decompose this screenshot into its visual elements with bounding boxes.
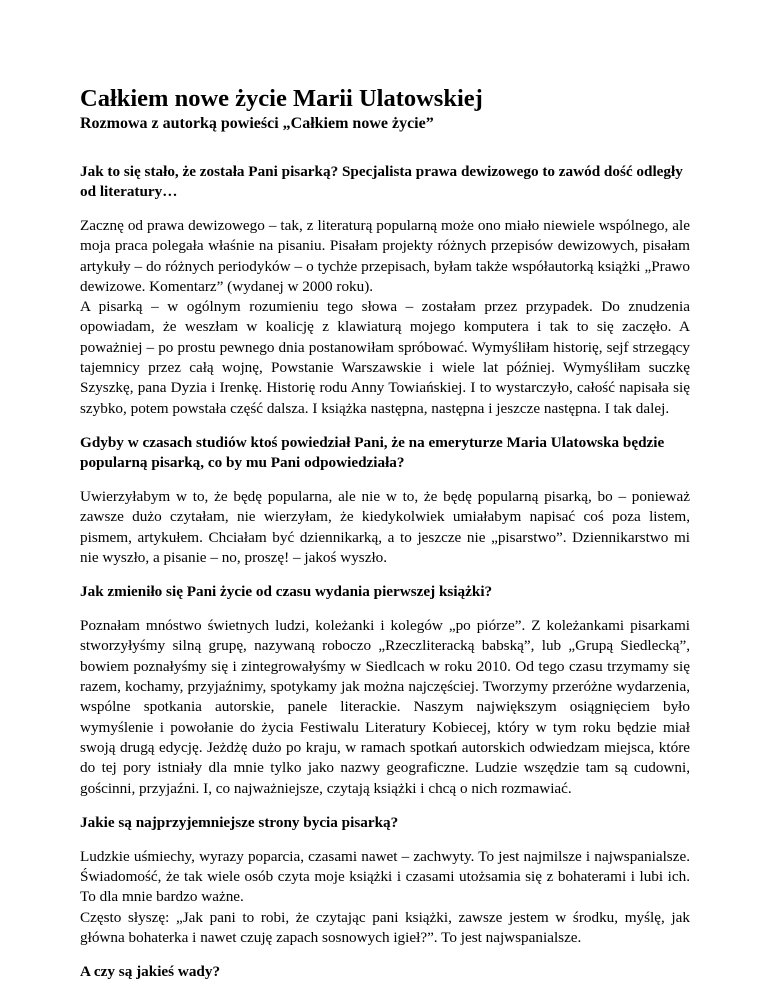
question-1: Jak to się stało, że została Pani pisarką? Specjalista prawa dewizowego to zawód dość odległy od literatury… <box>80 163 683 200</box>
question-3: Jak zmieniło się Pani życie od czasu wydania pierwszej książki? <box>80 583 493 601</box>
question-5: A czy są jakieś wady? <box>80 963 221 981</box>
document-title: Całkiem nowe życie Marii Ulatowskiej <box>80 85 483 112</box>
answer-paragraph: A pisarką – w ogólnym rozumieniu tego słowa – zostałam przez przypadek. Do znudzenia opowiadam, że weszłam w koalicję z klawiaturą mojego komputera i tak to się zaczęło. A poważniej – po prostu pewnego dnia postanowiłam spróbować. Wymyśliłam historię, sejf strzegący tajemnicy przez całą wojnę, Powstanie Warszawskie i wiele lat później. Wymyśliłam suczkę Szyszkę, pana Dyzia i Irenkę. Historię rodu Anny Towiańskiej. I to wystarczyło, całość napisała się szybko, potem powstała część dalsza. I książka następna, następna i jeszcze następna. I tak dalej. <box>80 298 690 417</box>
answer-2 <box>80 487 690 568</box>
document-subtitle: Rozmowa z autorką powieści „Całkiem nowe życie” <box>80 115 434 132</box>
document-page <box>80 84 690 996</box>
answer-paragraph: Uwierzyłabym w to, że będę popularna, ale nie w to, że będę popularną pisarką, bo – ponieważ zawsze dużo czytałam, nie wierzyłam, że kiedykolwiek umiałabym napisać coś poza listem, pismem, artykułem. Chciałam być dziennikarką, a to jeszcze nie „pisarstwo”. Dziennikarstwo mi nie wyszło, a pisanie – no, proszę! – jakoś wyszło. <box>80 487 690 566</box>
question-2: Gdyby w czasach studiów ktoś powiedział Pani, że na emeryturze Maria Ulatowska będzie popularną pisarką, co by mu Pani odpowiedziała? <box>80 433 665 471</box>
question-4: Jakie są najprzyjemniejsze strony bycia pisarką? <box>80 813 399 831</box>
answer-paragraph: Często słyszę: „Jak pani to robi, że czytając pani książki, zawsze jestem w środku, myślę, jak główna bohaterka i nawet czuję zapach sosnowych igieł?”. To jest najwspanialsze. <box>80 908 690 947</box>
answer-paragraph: Poznałam mnóstwo świetnych ludzi, koleżanki i kolegów „po piórze”. Z koleżankami pisarkami stworzyłyśmy silną grupę, nazywaną roboczo „Rzeczliteracką babską”, lub „Grupą Siedlecką”, bowiem poznałyśmy się i zintegrowałyśmy w Siedlcach w roku 2010. Od tego czasu trzymamy się razem, kochamy, przyjaźnimy, spotykamy jak można najczęściej. Tworzymy przeróżne wydarzenia, wspólne spotkania autorskie, panele literackie. Naszym największym osiągnięciem było wymyślenie i powołanie do życia Festiwalu Literatury Kobiecej, który w tym roku będzie miał swoją drugą edycję. Jeżdżę dużo po kraju, w ramach spotkań autorskich odwiedzam miejsca, które do tej pory istniały dla mnie tylko jako nazwy geograficzne. Ludzie wszędzie tam są cudowni, gościnni, przyjaźni. I, co najważniejsze, czytają książki i chcą o nich rozmawiać. <box>80 617 690 797</box>
answer-3 <box>80 616 690 799</box>
answer-paragraph: Zacznę od prawa dewizowego – tak, z literaturą popularną może ono miało niewiele wspólnego, ale moja praca polegała właśnie na pisaniu. Pisałam projekty różnych przepisów dewizowych, pisałam artykuły – do różnych periodyków – o tychże przepisach, byłam także współautorką książki „Prawo dewizowe. Komentarz” (wydanej w 2000 roku). <box>80 217 690 295</box>
answer-1 <box>80 216 690 419</box>
answer-paragraph: Ludzkie uśmiechy, wyrazy poparcia, czasami nawet – zachwyty. To jest najmilsze i najwspanialsze. Świadomość, że tak wiele osób czyta moje książki i czasami utożsamia się z bohaterami i lubi ich. To dla mnie bardzo ważne. <box>80 847 690 906</box>
answer-4 <box>80 847 690 948</box>
